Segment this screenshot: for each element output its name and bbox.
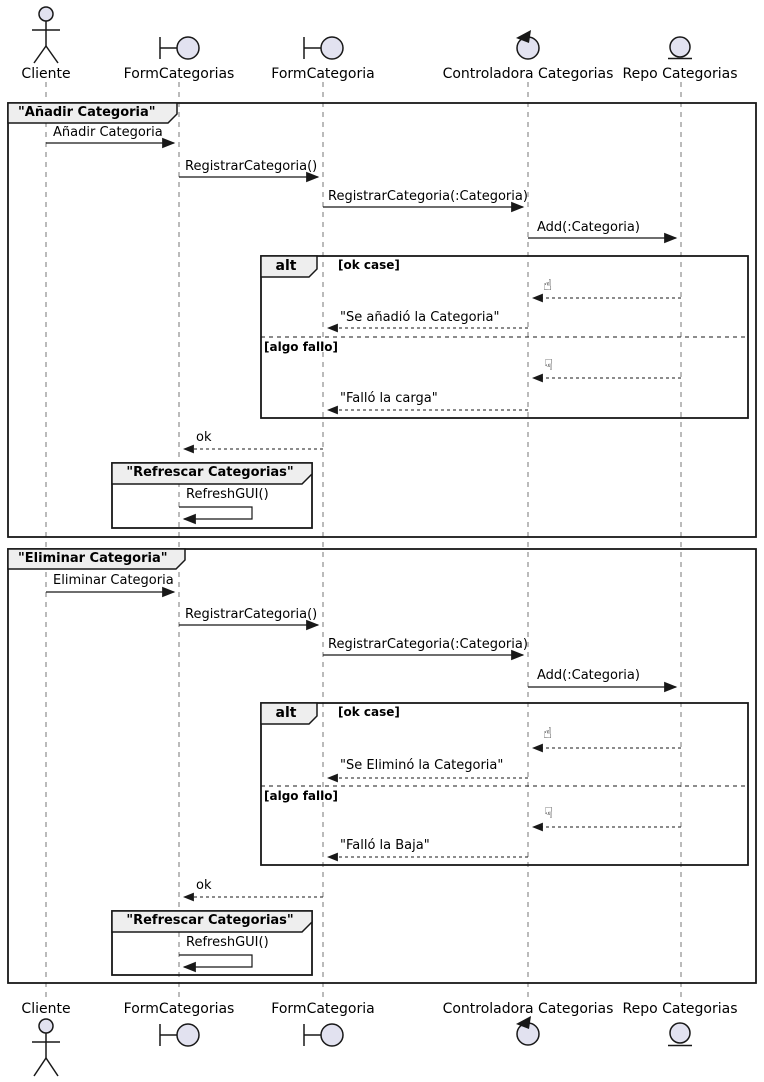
self-message-arrow [179, 955, 252, 967]
boundary-icon [160, 37, 199, 59]
entity-icon [668, 37, 692, 59]
alt-operator-label: alt [275, 258, 297, 274]
guard-label: [algo fallo] [264, 340, 338, 354]
boundary-icon [304, 37, 343, 59]
message-label: ok [196, 878, 212, 893]
actor-icon [32, 1019, 60, 1076]
message-label: Add(:Categoria) [537, 668, 640, 683]
alt-operator-label: alt [275, 705, 297, 721]
frame-title: "Añadir Categoria" [18, 105, 156, 120]
thumb-down-icon: ☟ [544, 356, 554, 374]
message-label: RegistrarCategoria(:Categoria) [328, 637, 528, 652]
message-label: Eliminar Categoria [53, 573, 174, 588]
participant-label-cliente: Cliente [21, 1001, 71, 1017]
message-label: Añadir Categoria [53, 125, 163, 140]
guard-label: [ok case] [338, 258, 400, 272]
message-label: "Falló la Baja" [340, 838, 430, 853]
participant-icons-top [32, 7, 692, 63]
frame-title: "Refrescar Categorias" [126, 465, 294, 480]
participant-icons-bottom [32, 1016, 692, 1076]
participant-label-cliente: Cliente [21, 66, 71, 82]
participant-label-form-categoria: FormCategoria [271, 1001, 375, 1017]
guard-label: [algo fallo] [264, 789, 338, 803]
participant-label-controladora: Controladora Categorias [442, 1001, 614, 1017]
entity-icon [668, 1023, 692, 1046]
message-label: ok [196, 430, 212, 445]
participant-label-repo: Repo Categorias [622, 66, 738, 82]
alt-fragment [261, 703, 748, 865]
message-label: RegistrarCategoria(:Categoria) [328, 189, 528, 204]
message-label: RefreshGUI() [186, 487, 269, 502]
alt-fragment [261, 256, 748, 418]
participant-label-controladora: Controladora Categorias [442, 66, 614, 82]
participant-label-repo: Repo Categorias [622, 1001, 738, 1017]
frame-title: "Refrescar Categorias" [126, 913, 294, 928]
message-label: "Falló la carga" [340, 391, 438, 406]
message-label: "Se Eliminó la Categoria" [340, 758, 504, 773]
self-message-arrow [179, 507, 252, 519]
message-label: "Se añadió la Categoria" [340, 310, 500, 325]
thumb-up-icon: ☝ [543, 276, 553, 294]
control-icon [516, 1016, 539, 1045]
message-label: Add(:Categoria) [537, 220, 640, 235]
thumb-down-icon: ☟ [544, 804, 554, 822]
message-label: RegistrarCategoria() [185, 607, 318, 622]
frame-title: "Eliminar Categoria" [18, 551, 168, 566]
actor-icon [32, 7, 60, 63]
control-icon [516, 30, 539, 59]
participant-label-form-categorias: FormCategorias [123, 66, 235, 82]
participant-label-form-categoria: FormCategoria [271, 66, 375, 82]
boundary-icon [160, 1024, 199, 1046]
thumb-up-icon: ☝ [543, 724, 553, 742]
message-label: RefreshGUI() [186, 935, 269, 950]
message-label: RegistrarCategoria() [185, 159, 318, 174]
participant-label-form-categorias: FormCategorias [123, 1001, 235, 1017]
boundary-icon [304, 1024, 343, 1046]
guard-label: [ok case] [338, 705, 400, 719]
